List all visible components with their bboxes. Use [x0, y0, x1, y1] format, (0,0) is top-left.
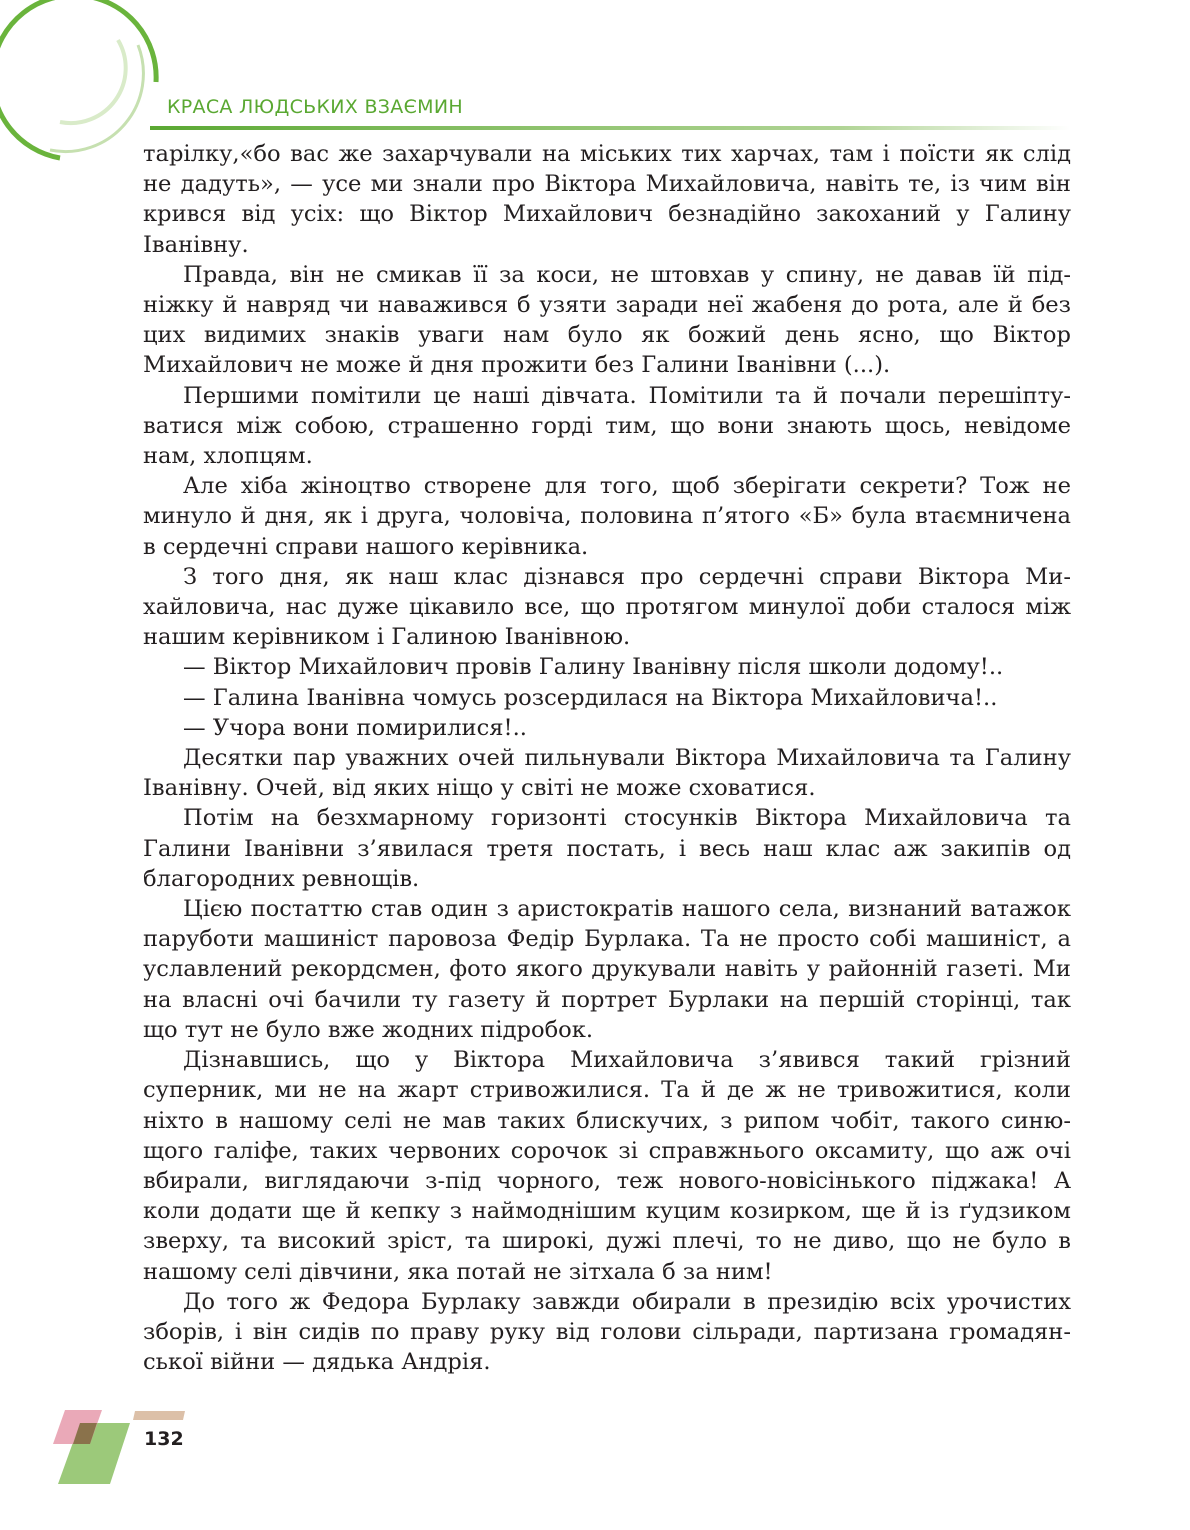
- outer-arc: [0, 0, 156, 158]
- paragraph: Але хіба жіноцтво створене для того, щоб зберігати секрети? Тож не минуло й дня, як і друга, чоловіча, половина п’ятого «Б» була втаємничена в сердечні справи нашого керівника.: [143, 473, 1071, 560]
- dialogue-line: — Віктор Михайлович провів Галину Іванівну після школи додому!..: [183, 654, 1004, 681]
- section-title: КРАСА ЛЮДСЬКИХ ВЗАЄМИН: [167, 96, 463, 118]
- paragraph: Цією постаттю став один з аристократів нашого села, визнаний ватажок паруботи машиніст паровоза Федір Бурлака. Та не просто собі машиніст, а уславлений рекордсмен, фото якого друкували навіть у районній газеті. Ми на власні очі бачили ту газету й портрет Бурлаки на першій сторінці, так що тут не було вже жодних підробок.: [143, 896, 1071, 1043]
- paragraph: З того дня, як наш клас дізнався про сердечні справи Віктора Михайловича, нас дуже цікавило все, що протягом минулої доби сталося між нашим керівником і Галиною Іванівною.: [143, 563, 1071, 651]
- main-text: [143, 139, 1071, 1377]
- page-number: 132: [144, 1428, 184, 1450]
- header-rule: [150, 126, 1070, 130]
- paragraph: Дізнавшись, що у Віктора Михайловича з’явився такий грізний суперник, ми не на жарт стривожилися. Та й де ж не тривожитися, коли ніхто в нашому селі не мав таких блискучих, з рипом чобіт, такого синющого галіфе, таких червоних сорочок зі справжнього оксамиту, що аж очі вбирали, виглядаючи з-під чорного, теж нового-новісінького піджака! А коли додати ще й кепку з наймоднішим куцим козирком, ще й із ґудзиком зверху, та високий зріст, та широкі, дужі плечі, то не диво, що не було в нашому селі дівчини, яка потай не зітхала б за ним!: [143, 1047, 1071, 1285]
- paragraph: До того ж Федора Бурлаку завжди обирали в президію всіх урочистих зборів, і він сидів по праву руку від голови сільради, партизана громадянської війни — дядька Андрія.: [143, 1288, 1071, 1376]
- inner-arc: [60, 40, 126, 123]
- dialogue-line: — Галина Іванівна чомусь розсердилася на Віктора Михайловича!..: [183, 684, 998, 711]
- dialogue-line: — Учора вони помирилися!..: [183, 714, 527, 741]
- middle-arc: [50, 45, 143, 152]
- paragraph: Десятки пар уважних очей пильнували Віктора Михайловича та Галину Іванівну. Очей, від яких ніщо у світі не може сховатися.: [143, 745, 1071, 802]
- tan-bar: [133, 1411, 185, 1420]
- paragraph: Першими помітили це наші дівчата. Помітили та й почали перешіптуватися між собою, страшенно горді тим, що вони знають щось, невідоме нам, хлопцям.: [143, 382, 1071, 470]
- paragraph: Правда, він не смикав її за коси, не штовхав у спину, не давав їй підніжку й навряд чи наважився б узяти заради неї жабеня до рота, але й без цих видимих знаків уваги нам було як божий день ясно, що Віктор Михайлович не може й дня прожити без Галини Іванівни (...).: [143, 261, 1071, 379]
- paragraph: Потім на безхмарному горизонті стосунків Віктора Михайловича та Галини Іванівни з’явилася третя постать, і весь наш клас аж закипів од благородних ревнощів.: [143, 805, 1071, 892]
- paragraph: тарілку,«бо вас же захарчували на міських тих харчах, там і поїсти як слід не дадуть», — усе ми знали про Віктора Михайловича, навіть те, із чим він крився від усіх: що Віктор Михайлович безнадійно закоханий у Галину Іванівну.: [143, 141, 1071, 258]
